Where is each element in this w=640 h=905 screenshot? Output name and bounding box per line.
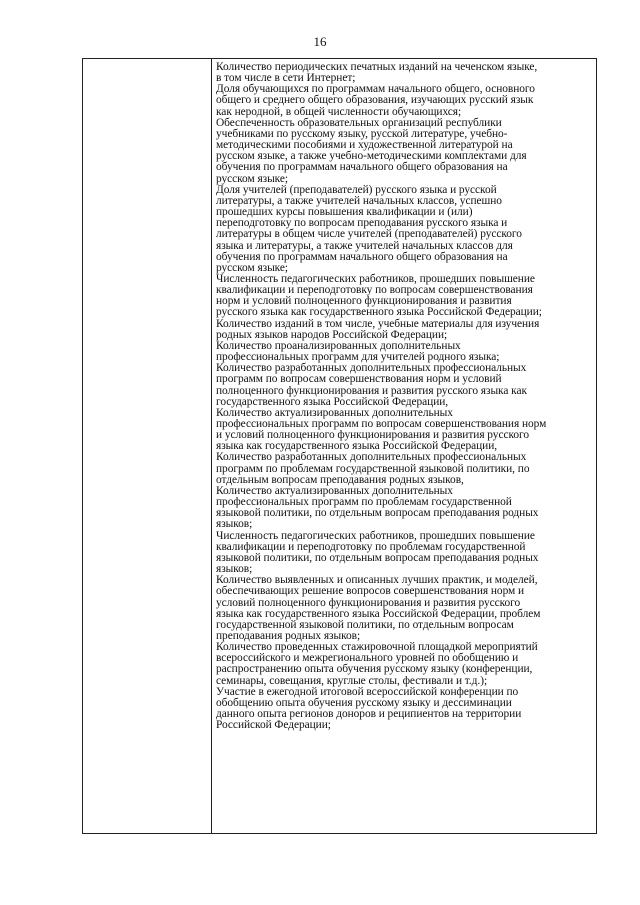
page-number: 16 bbox=[313, 34, 327, 49]
indicator-text-line: в том числе в сети Интернет; bbox=[216, 72, 356, 85]
indicator-text-line: профессиональных программ по вопросам совершенствования норм bbox=[216, 418, 547, 430]
table-right-cell bbox=[212, 59, 596, 833]
indicator-text-line: Доля учителей (преподавателей) русского языка и русской bbox=[216, 183, 497, 196]
indicator-text-line: прошедших курсы повышения квалификации и (или) bbox=[216, 206, 473, 219]
indicator-text-line: учебниками по русскому языку, русской литературе, учебно- bbox=[216, 127, 508, 140]
indicator-text-line: профессиональных программ по проблемам государственной bbox=[216, 496, 512, 509]
indicator-text-line: языка как государственного языка Российской Федерации, bbox=[216, 440, 498, 453]
indicator-text-line: русского языка как государственного языка Российской Федерации; bbox=[216, 306, 542, 319]
indicator-text-line: Количество проведенных стажировочной площадкой мероприятий bbox=[216, 641, 538, 654]
indicator-text-line: программ по вопросам совершенствования норм и условий bbox=[216, 373, 502, 386]
indicator-text-line: отдельным вопросам преподавания родных языков, bbox=[216, 473, 464, 486]
indicator-text-line: Доля обучающихся по программам начального общего, основного bbox=[216, 83, 535, 96]
indicator-text-line: Количество разработанных дополнительных профессиональных bbox=[216, 451, 527, 464]
indicator-text-line: Российской Федерации; bbox=[216, 719, 331, 732]
indicator-text-line: полноценного функционирования и развития русского языка как bbox=[216, 384, 527, 397]
indicator-text-line: преподавания родных языков; bbox=[216, 629, 361, 642]
indicator-text-line: условий полноценного функционирования и развития русского bbox=[216, 596, 521, 609]
indicator-text-line: Количество периодических печатных изданий на чеченском языке, bbox=[216, 61, 538, 73]
indicator-text-line: обеспечивающих решение вопросов совершенствования норм и bbox=[216, 585, 525, 598]
indicator-text-line: обучения по программам начального общего образования на bbox=[216, 250, 508, 263]
indicator-text-line: Обеспеченность образовательных организаций республики bbox=[216, 116, 502, 129]
indicator-text-line: Количество проанализированных дополнительных bbox=[216, 339, 461, 352]
indicator-text-line: распространению опыта обучения русскому языку (конференции, bbox=[216, 663, 533, 676]
indicator-text-line: литературы, а также учителей начальных классов, успешно bbox=[216, 194, 502, 207]
indicator-text-line: Численность педагогических работников, прошедших повышение bbox=[216, 529, 535, 542]
indicator-text-line: общего и среднего общего образования, изучающих русский язык bbox=[216, 94, 534, 107]
indicator-text-line: обобщению опыта обучения русскому языку и дессиминации bbox=[216, 696, 512, 709]
indicator-text-line: всероссийского и межрегионального уровней по обобщению и bbox=[216, 652, 519, 665]
indicator-text-line: Количество актуализированных дополнительных bbox=[216, 406, 453, 419]
indicator-text-line: государственной языковой политики, по отдельным вопросам bbox=[216, 618, 514, 631]
indicator-text-line: Количество изданий в том числе, учебные материалы для изучения bbox=[216, 317, 540, 330]
indicator-text-line: языковой политики, по отдельным вопросам преподавания родных bbox=[216, 551, 539, 564]
indicator-text-line: квалификации и переподготовку по вопросам совершенствования bbox=[216, 284, 533, 297]
indicator-text-line: методическими пособиями и художественной литературой на bbox=[216, 139, 513, 152]
table-left-cell bbox=[83, 59, 212, 833]
indicator-text-line: Количество выявленных и описанных лучших практик, и моделей, bbox=[216, 574, 538, 587]
indicator-text-line: русском языке, а также учебно-методическими комплектами для bbox=[216, 150, 527, 163]
indicator-text-line: литературы в общем числе учителей (преподавателей) русского bbox=[216, 228, 522, 241]
indicator-text-line: государственного языка Российской Федерации, bbox=[216, 395, 449, 408]
indicator-text-line: языковой политики, по отдельным вопросам преподавания родных bbox=[216, 507, 539, 520]
indicator-text-line: программ по проблемам государственной языковой политики, по bbox=[216, 462, 530, 475]
indicator-text-line: и условий полноценного функционирования и развития русского bbox=[216, 429, 529, 442]
indicator-text-line: языков; bbox=[216, 518, 253, 531]
indicator-text-line: семинары, совещания, круглые столы, фестивали и т.д.); bbox=[216, 674, 488, 687]
indicator-text-line: обучения по программам начального общего образования на bbox=[216, 161, 508, 174]
indicator-text-line: русском языке; bbox=[216, 172, 289, 185]
indicator-text-line: профессиональных программ для учителей родного языка; bbox=[216, 351, 500, 364]
indicator-text-line: переподготовку по вопросам преподавания русского языка и bbox=[216, 217, 508, 230]
indicator-text-line: русском языке; bbox=[216, 261, 289, 274]
indicator-text-line: Количество актуализированных дополнительных bbox=[216, 484, 453, 497]
indicator-text-line: языка как государственного языка Российской Федерации, проблем bbox=[216, 607, 541, 620]
indicator-text-line: как неродной, в общей численности обучающихся; bbox=[216, 105, 462, 118]
indicator-text-line: квалификации и переподготовку по проблемам государственной bbox=[216, 540, 526, 553]
indicator-text-line: Численность педагогических работников, прошедших повышение bbox=[216, 272, 535, 285]
indicator-text-line: языков; bbox=[216, 563, 253, 576]
indicator-text-line: норм и условий полноценного функционирования и развития bbox=[216, 295, 512, 308]
indicator-text-line: данного опыта регионов доноров и реципиентов на территории bbox=[216, 708, 522, 721]
indicators-table bbox=[82, 58, 597, 834]
indicator-text-line: Участие в ежегодной итоговой всероссийской конференции по bbox=[216, 685, 519, 698]
indicator-text-line: Количество разработанных дополнительных профессиональных bbox=[216, 362, 527, 375]
indicator-text-line: родных языков народов Российской Федерации; bbox=[216, 328, 448, 341]
indicator-text-line: языка и литературы, а также учителей начальных классов для bbox=[216, 239, 513, 252]
